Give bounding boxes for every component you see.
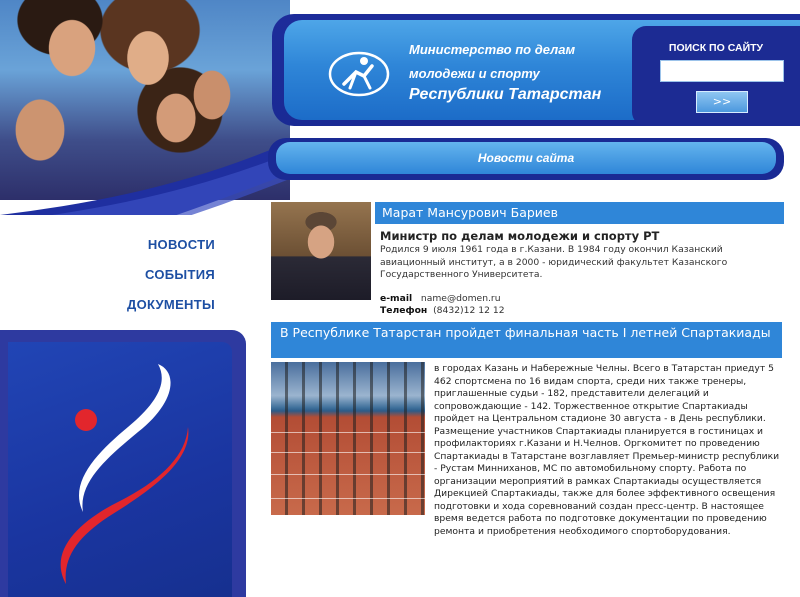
search-submit-button[interactable]: >> bbox=[696, 91, 748, 113]
runner-logo-icon bbox=[328, 50, 390, 98]
nav-item-documents[interactable]: ДОКУМЕНТЫ bbox=[127, 297, 215, 312]
person-position: Министр по делам молодежи и спорту РТ bbox=[380, 229, 660, 243]
email-value[interactable]: name@domen.ru bbox=[420, 293, 501, 304]
news-bar-title[interactable]: Новости сайта bbox=[276, 142, 776, 174]
brand-line-3: Республики Татарстан bbox=[409, 86, 602, 103]
brand-line-1: Министерство по делам bbox=[409, 42, 576, 57]
person-name: Марат Мансурович Бариев bbox=[375, 202, 784, 224]
search-panel bbox=[632, 26, 800, 126]
sport-logo-panel bbox=[8, 342, 232, 597]
header-panel bbox=[284, 20, 800, 120]
main-nav bbox=[0, 230, 215, 320]
sport-emblem-icon bbox=[8, 342, 232, 597]
site-header bbox=[272, 14, 800, 126]
search-title: ПОИСК ПО САЙТУ bbox=[668, 42, 764, 54]
search-input[interactable] bbox=[660, 60, 784, 82]
brand-line-2: молодежи и спорту bbox=[409, 66, 540, 81]
email-label: e-mail bbox=[380, 293, 413, 304]
person-bio: Родился 9 июля 1961 года в г.Казани. В 1984 году окончил Казанский авиационный институт, а в 2000 - юридический факультет Казанского Государственного Университета. bbox=[380, 244, 728, 280]
stadium-race-photo bbox=[271, 362, 425, 515]
nav-item-news[interactable]: НОВОСТИ bbox=[147, 237, 215, 252]
phone-label: Телефон bbox=[380, 305, 428, 316]
phone-value: (8432)12 12 12 bbox=[433, 305, 505, 316]
phone-row bbox=[380, 305, 505, 316]
nav-item-events[interactable]: СОБЫТИЯ bbox=[145, 267, 215, 282]
news-bar-frame bbox=[268, 138, 784, 180]
article-headline[interactable]: В Республике Татарстан пройдет финальная часть I летней Спартакиады bbox=[271, 322, 782, 358]
email-row bbox=[380, 293, 501, 304]
minister-portrait bbox=[271, 202, 371, 300]
article-body: в городах Казань и Набережные Челны. Всего в Татарстан приедут 5 462 спортсмена по 16 видам спорта, среди них также тренеры, приглашенные судьи - 182, представители делегаций и сопровождающие - 142. Торжественное открытие Спартакиады пройдет на Центральном стадионе 30 августа - в День республики. Размещение участников Спартакиады планируется в гостиницах и профилакториях г.Казани и Н.Челнов. Оргкомитет по проведению Спартакиады в Татарстане возглавляет Премьер-министр республики - Рустам Минниханов, МС по автомобильному спорту. Работа по организации мероприятий в рамках Спартакиады осуществляется Дирекцией Спартакиады, также для более эффективного освещения подготовки и хода соревнований создан пресс-центр. В настоящее время ведется работа по подготовке документации по проведению ремонта и приобретения необходимого спортоборудования. bbox=[434, 363, 780, 537]
